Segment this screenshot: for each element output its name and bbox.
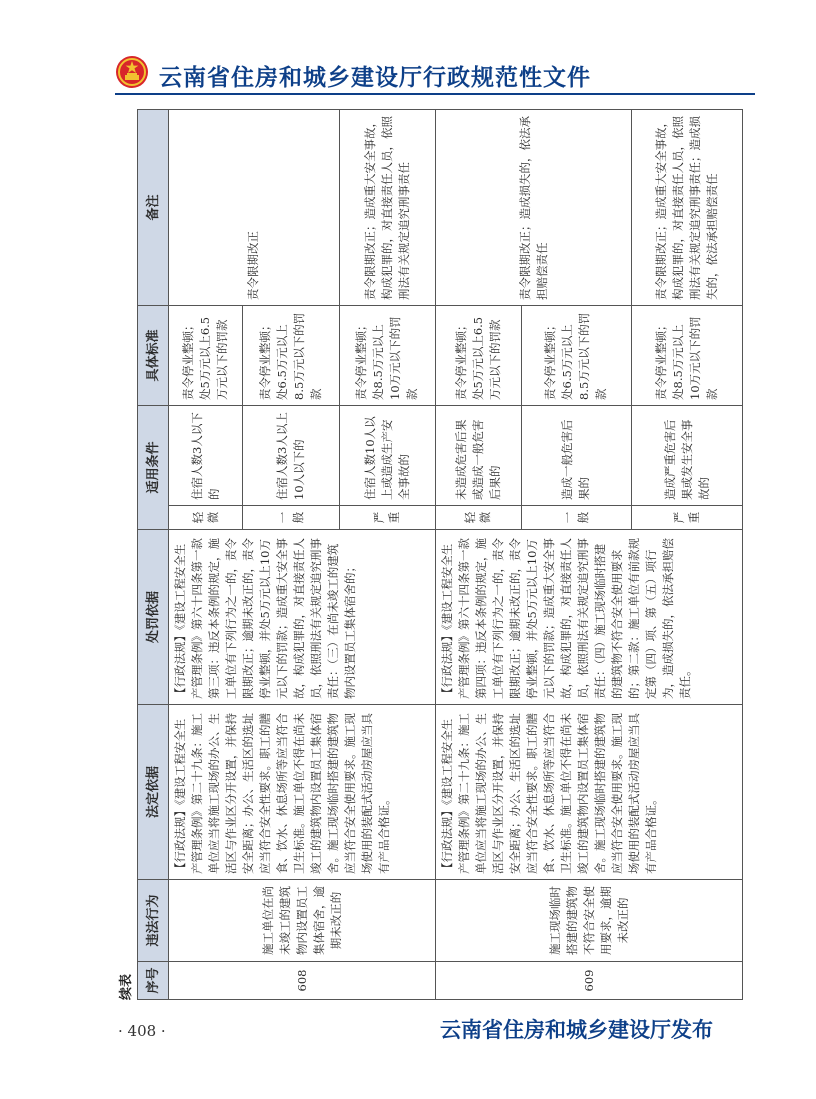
penalty-basis-cell: 【行政法规】《建设工程安全生产管理条例》第六十四条第一款第四项：违反本条例的规定，施工单位有下列行为之一的，责令限期改正；逾期未改正的，责令停业整顿，并处5万元以上10万元以下的罚款；造成重大安全事故，构成犯罪的，对直接责任人员，依照刑法有关规定追究刑事责任：（四）施工现场临时搭建的建筑物不符合安全使用要求的；第二款：施工单位有前款规定第（四）项、第（五）项行为，造成损失的，依法承担赔偿责任。	[436, 530, 743, 705]
note-cell: 责令限期改正；造成重大安全事故，构成犯罪的，对直接责任人员，依照刑法有关规定追究刑事责任	[339, 109, 435, 305]
note-cell: 责令限期改正；造成重大安全事故，构成犯罪的，对直接责任人员，依照刑法有关规定追究刑事责任；造成损失的，依法承担赔偿责任	[632, 109, 743, 305]
grade-cell: 严重	[339, 506, 435, 530]
column-header: 备注	[138, 109, 169, 305]
condition-cell: 未造成危害后果或造成一般危害后果的	[436, 405, 522, 505]
standard-cell: 责令停业整顿；处8.5万元以上10万元以下的罚款	[339, 305, 435, 405]
continued-label: 续表	[119, 973, 134, 1000]
rotated-table-region	[115, 110, 755, 1000]
row-number: 609	[436, 962, 743, 1000]
standard-cell: 责令停业整顿；处6.5万元以上8.5万元以下的罚款	[521, 305, 632, 405]
column-header: 具体标准	[138, 305, 169, 405]
note-cell: 责令限期改正；造成损失的，依法承担赔偿责任	[436, 109, 632, 305]
standard-cell: 责令停业整顿；处6.5万元以上8.5万元以下的罚款	[243, 305, 339, 405]
standard-cell: 责令停业整顿；处5万元以上6.5万元以下的罚款	[436, 305, 522, 405]
grade-cell: 轻微	[436, 506, 522, 530]
column-header: 适用条件	[138, 405, 169, 529]
table-row	[436, 109, 522, 999]
violation-cell: 施工单位在尚未竣工的建筑物内设置员工集体宿舍，逾期未改正的	[169, 880, 436, 962]
row-number: 608	[169, 962, 436, 1000]
page-title: 云南省住房和城乡建设厅行政规范性文件	[159, 65, 591, 91]
note-cell: 责令限期改正	[169, 109, 340, 305]
penalty-standards-table	[137, 109, 743, 1000]
column-header: 法定依据	[138, 705, 169, 880]
condition-cell: 造成严重危害后果或发生安全事故的	[632, 405, 743, 505]
penalty-basis-cell: 【行政法规】《建设工程安全生产管理条例》第六十四条第一款第三项：违反本条例的规定，施工单位有下列行为之一的，责令限期改正；逾期未改正的，责令停业整顿，并处5万元以上10万元以下的罚款；造成重大安全事故，构成犯罪的，对直接责任人员，依照刑法有关规定追究刑事责任：（三）在尚未竣工的建筑物内设置员工集体宿舍的；	[169, 530, 436, 705]
condition-cell: 住宿人数3人以下的	[169, 405, 243, 505]
condition-cell: 造成一般危害后果的	[521, 405, 632, 505]
condition-cell: 住宿人数10人以上或造成生产安全事故的	[339, 405, 435, 505]
condition-cell: 住宿人数3人以上10人以下的	[243, 405, 339, 505]
national-emblem-icon	[115, 55, 149, 89]
legal-basis-cell: 【行政法规】《建设工程安全生产管理条例》第二十九条：施工单位应当将施工现场的办公、生活区与作业区分开设置，并保持安全距离；办公、生活区的选址应当符合安全性要求。职工的膳食、饮水、休息场所等应当符合卫生标准。施工单位不得在尚未竣工的建筑物内设置员工集体宿舍。施工现场临时搭建的建筑物应当符合安全使用要求。施工现场使用的装配式活动房屋应当具有产品合格证。	[436, 705, 743, 880]
grade-cell: 一般	[243, 506, 339, 530]
table-header-row	[138, 109, 169, 999]
page-header	[115, 55, 755, 95]
violation-cell: 施工现场临时搭建的建筑物不符合安全使用要求，逾期未改正的	[436, 880, 743, 962]
grade-cell: 严重	[632, 506, 743, 530]
publisher-footer: 云南省住房和城乡建设厅发布	[440, 1018, 713, 1042]
legal-basis-cell: 【行政法规】《建设工程安全生产管理条例》第二十九条：施工单位应当将施工现场的办公、生活区与作业区分开设置，并保持安全距离；办公、生活区的选址应当符合安全性要求。职工的膳食、饮水、休息场所等应当符合卫生标准。施工单位不得在尚未竣工的建筑物内设置员工集体宿舍。施工现场临时搭建的建筑物应当符合安全使用要求。施工现场使用的装配式活动房屋应当具有产品合格证。	[169, 705, 436, 880]
column-header: 违法行为	[138, 880, 169, 962]
column-header: 处罚依据	[138, 530, 169, 705]
standard-cell: 责令停业整顿；处8.5万元以上10万元以下的罚款	[632, 305, 743, 405]
grade-cell: 一般	[521, 506, 632, 530]
column-header: 序号	[138, 962, 169, 1000]
page-number: · 408 ·	[118, 1022, 166, 1040]
header-divider	[115, 93, 755, 95]
grade-cell: 轻微	[169, 506, 243, 530]
standard-cell: 责令停业整顿；处5万元以上6.5万元以下的罚款	[169, 305, 243, 405]
table-row	[169, 109, 243, 999]
